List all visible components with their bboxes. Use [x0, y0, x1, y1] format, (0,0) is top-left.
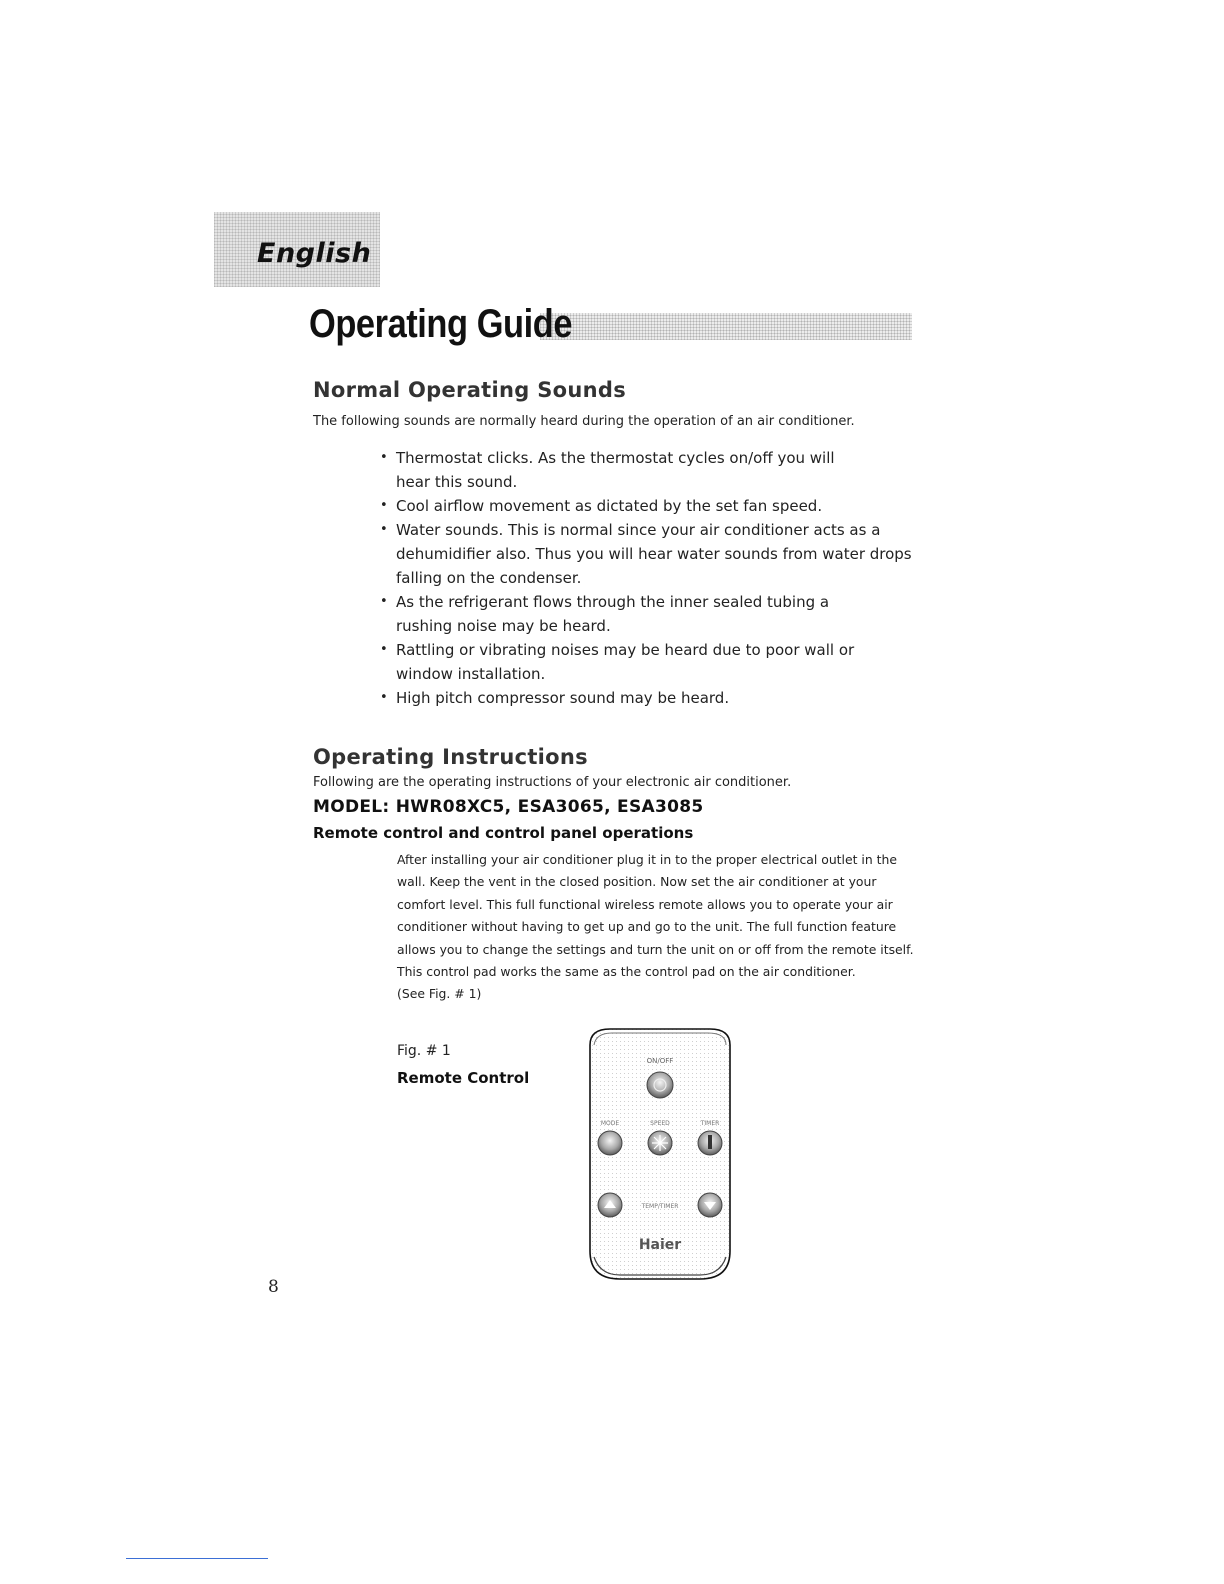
model-line: MODEL: HWR08XC5, ESA3065, ESA3085 [313, 797, 704, 817]
list-item: • Rattling or vibrating noises may be heard due to poor wall or window installation. [380, 638, 856, 686]
remote-timer-label: TIMER [700, 1120, 720, 1127]
list-item: • High pitch compressor sound may be heard. [380, 686, 940, 710]
remote-onoff-label: ON/OFF [646, 1057, 674, 1065]
language-label: English [257, 238, 372, 269]
title-band [540, 313, 912, 340]
remote-mode-label: MODE [600, 1120, 620, 1127]
remote-speed-label: SPEED [650, 1120, 670, 1127]
mode-button-icon [598, 1131, 622, 1155]
instructions-paragraph: After installing your air conditioner plug it in to the proper electrical outlet in the wall. Keep the vent in the closed position. Now set the air conditioner at your comfort level. This full functional wireless remote allows you to operate your air conditioner without having to get up and go to the unit. The full function feature allows you to change the settings and turn the unit on or off from the remote itself. This control pad works the same as the control pad on the air conditioner. (See Fig. # 1) [397, 852, 914, 1002]
list-item: • Water sounds. This is normal since your air conditioner acts as a dehumidifier also. Thus you will hear water sounds from water drops falling on the condenser. [380, 518, 940, 590]
figure-caption: Remote Control [397, 1069, 530, 1087]
bullet-icon: • [380, 642, 388, 657]
list-item: • Thermostat clicks. As the thermostat cycles on/off you will hear this sound. [380, 446, 836, 494]
remote-temp-label: TEMP/TIMER [641, 1203, 679, 1210]
footer-rule [126, 1558, 268, 1559]
normal-sounds-heading: Normal Operating Sounds [313, 378, 626, 402]
page-title: Operating Guide [309, 302, 573, 346]
bullet-icon: • [380, 594, 388, 609]
power-button-icon [647, 1072, 673, 1098]
list-item: • As the refrigerant flows through the inner sealed tubing a rushing noise may be heard. [380, 590, 846, 638]
sounds-list [380, 446, 940, 710]
bullet-icon: • [380, 690, 388, 705]
remote-subheading: Remote control and control panel operations [313, 824, 694, 842]
list-item: • Cool airflow movement as dictated by the set fan speed. [380, 494, 940, 518]
bullet-icon: • [380, 522, 388, 537]
normal-sounds-intro: The following sounds are normally heard during the operation of an air conditioner. [313, 414, 855, 429]
figure-number: Fig. # 1 [397, 1043, 451, 1059]
remote-brand-logo: Haier [638, 1237, 682, 1253]
instructions-heading: Operating Instructions [313, 745, 588, 769]
bullet-icon: • [380, 498, 388, 513]
see-figure-note: (See Fig. # 1) [397, 986, 482, 1002]
remote-control-illustration [580, 1025, 740, 1283]
bullet-icon: • [380, 450, 388, 465]
instructions-intro: Following are the operating instructions of your electronic air conditioner. [313, 775, 792, 790]
page-number: 8 [268, 1277, 279, 1297]
